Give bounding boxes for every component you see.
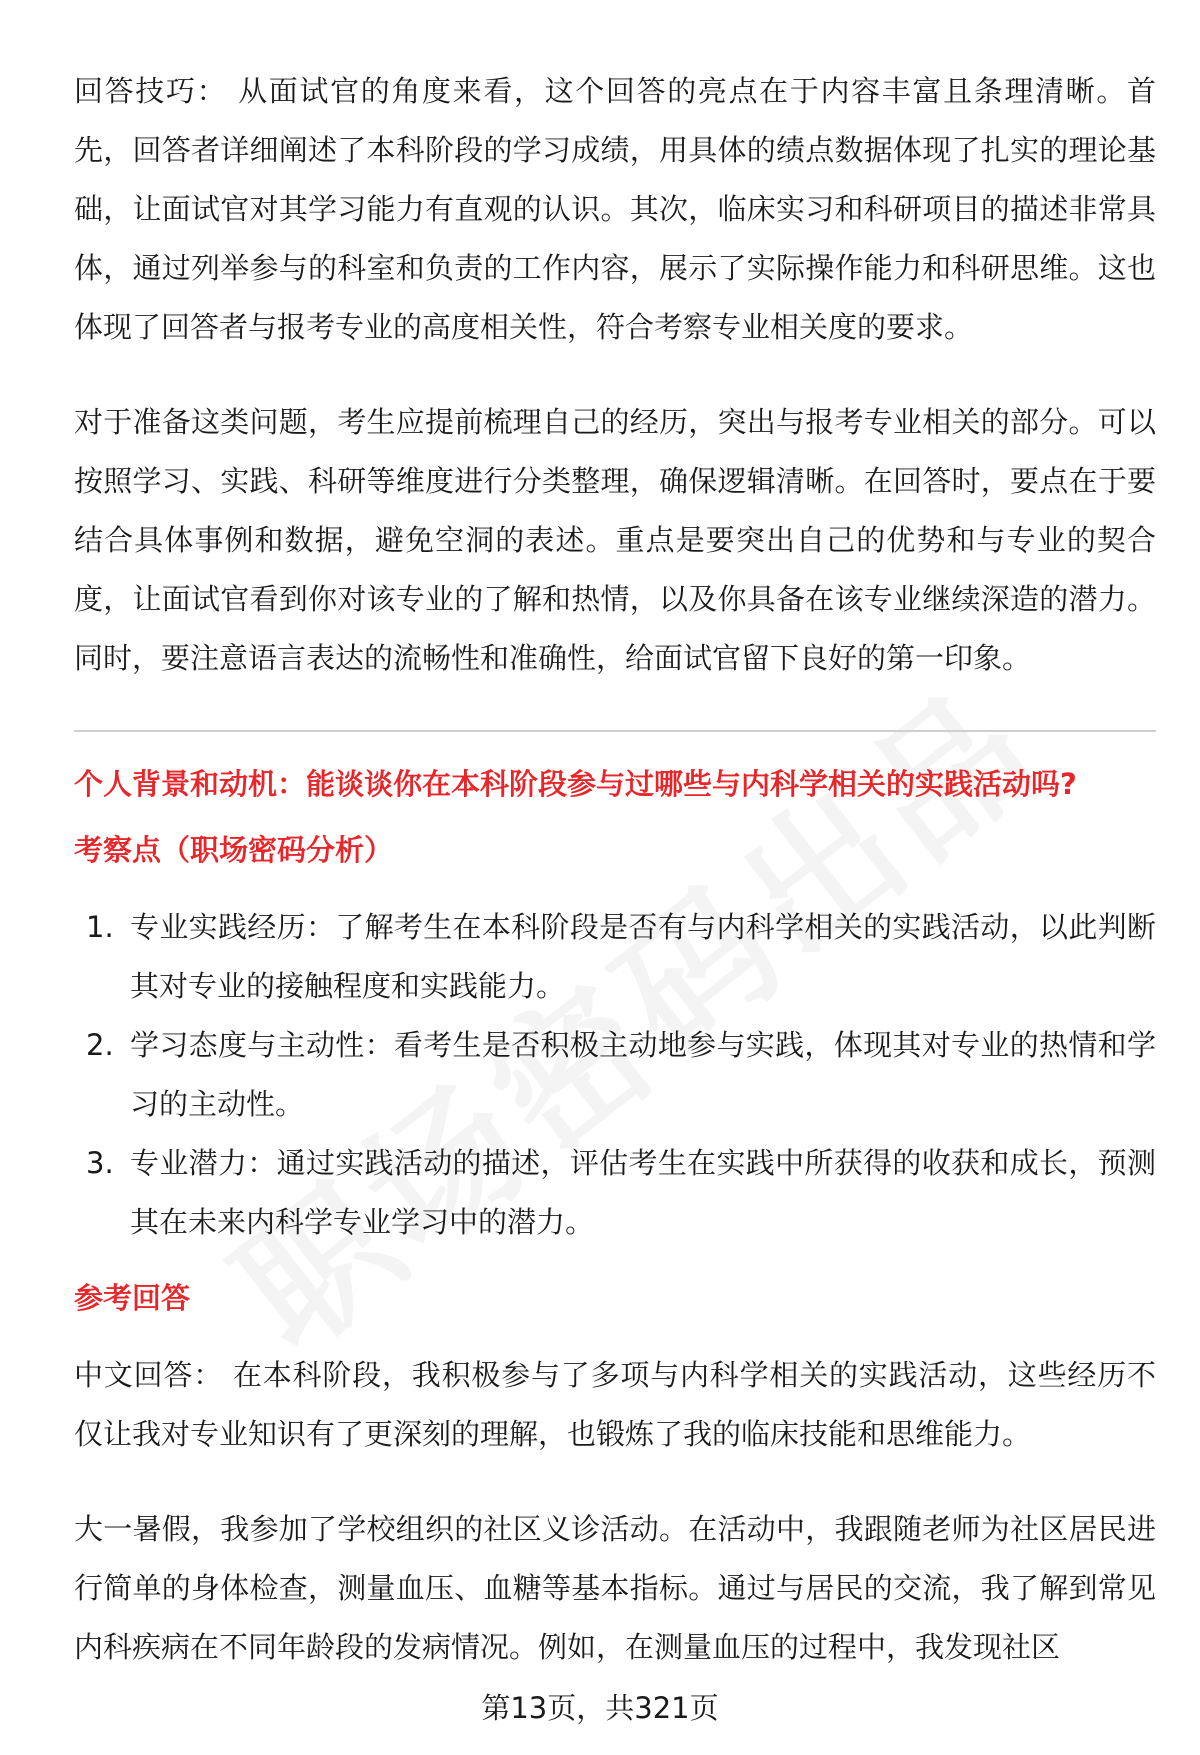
list-item — [74, 1134, 1156, 1252]
list-item-text: 专业实践经历：了解考生在本科阶段是否有与内科学相关的实践活动，以此判断其对专业的接触程度和实践能力。 — [130, 910, 1156, 1003]
answer-block — [74, 1346, 1156, 1677]
intro-paragraph-2: 对于准备这类问题，考生应提前梳理自己的经历，突出与报考专业相关的部分。可以按照学习、实践、科研等维度进行分类整理，确保逻辑清晰。在回答时，要点在于要结合具体事例和数据，避免空洞的表述。重点是要突出自己的优势和与专业的契合度，让面试官看到你对该专业的了解和热情，以及你具备在该专业继续深造的潜力。同时，要注意语言表达的流畅性和准确性，给面试官留下良好的第一印象。 — [74, 405, 1156, 675]
exam-points-heading: 考察点（职场密码分析） — [74, 833, 394, 867]
exam-points-list — [74, 898, 1156, 1252]
page-number-footer: 第13页，共321页 — [481, 1691, 719, 1725]
list-item-number: 3. — [86, 1146, 114, 1180]
list-item — [74, 1016, 1156, 1134]
list-item — [74, 898, 1156, 1016]
answer-paragraph-1: 中文回答： 在本科阶段，我积极参与了多项与内科学相关的实践活动，这些经历不仅让我对专业知识有了更深刻的理解，也锻炼了我的临床技能和思维能力。 — [74, 1358, 1156, 1451]
intro-paragraph-1: 回答技巧： 从面试官的角度来看，这个回答的亮点在于内容丰富且条理清晰。首先，回答者详细阐述了本科阶段的学习成绩，用具体的绩点数据体现了扎实的理论基础，让面试官对其学习能力有直观的认识。其次，临床实习和科研项目的描述非常具体，通过列举参与的科室和负责的工作内容，展示了实际操作能力和科研思维。这也体现了回答者与报考专业的高度相关性，符合考察专业相关度的要求。 — [74, 74, 1156, 344]
reference-answer-heading: 参考回答 — [74, 1281, 191, 1315]
question-heading: 个人背景和动机：能谈谈你在本科阶段参与过哪些与内科学相关的实践活动吗? — [74, 767, 1077, 801]
list-item-number: 2. — [86, 1028, 114, 1062]
document-page — [74, 62, 1156, 1677]
section-divider — [74, 730, 1156, 732]
list-item-text: 学习态度与主动性：看考生是否积极主动地参与实践，体现其对专业的热情和学习的主动性。 — [130, 1028, 1156, 1121]
list-item-text: 专业潜力：通过实践活动的描述，评估考生在实践中所获得的收获和成长，预测其在未来内科学专业学习中的潜力。 — [130, 1146, 1156, 1239]
list-item-number: 1. — [86, 910, 114, 944]
answer-paragraph-2: 大一暑假，我参加了学校组织的社区义诊活动。在活动中，我跟随老师为社区居民进行简单的身体检查，测量血压、血糖等基本指标。通过与居民的交流，我了解到常见内科疾病在不同年龄段的发病情况。例如，在测量血压的过程中，我发现社区 — [74, 1512, 1156, 1664]
